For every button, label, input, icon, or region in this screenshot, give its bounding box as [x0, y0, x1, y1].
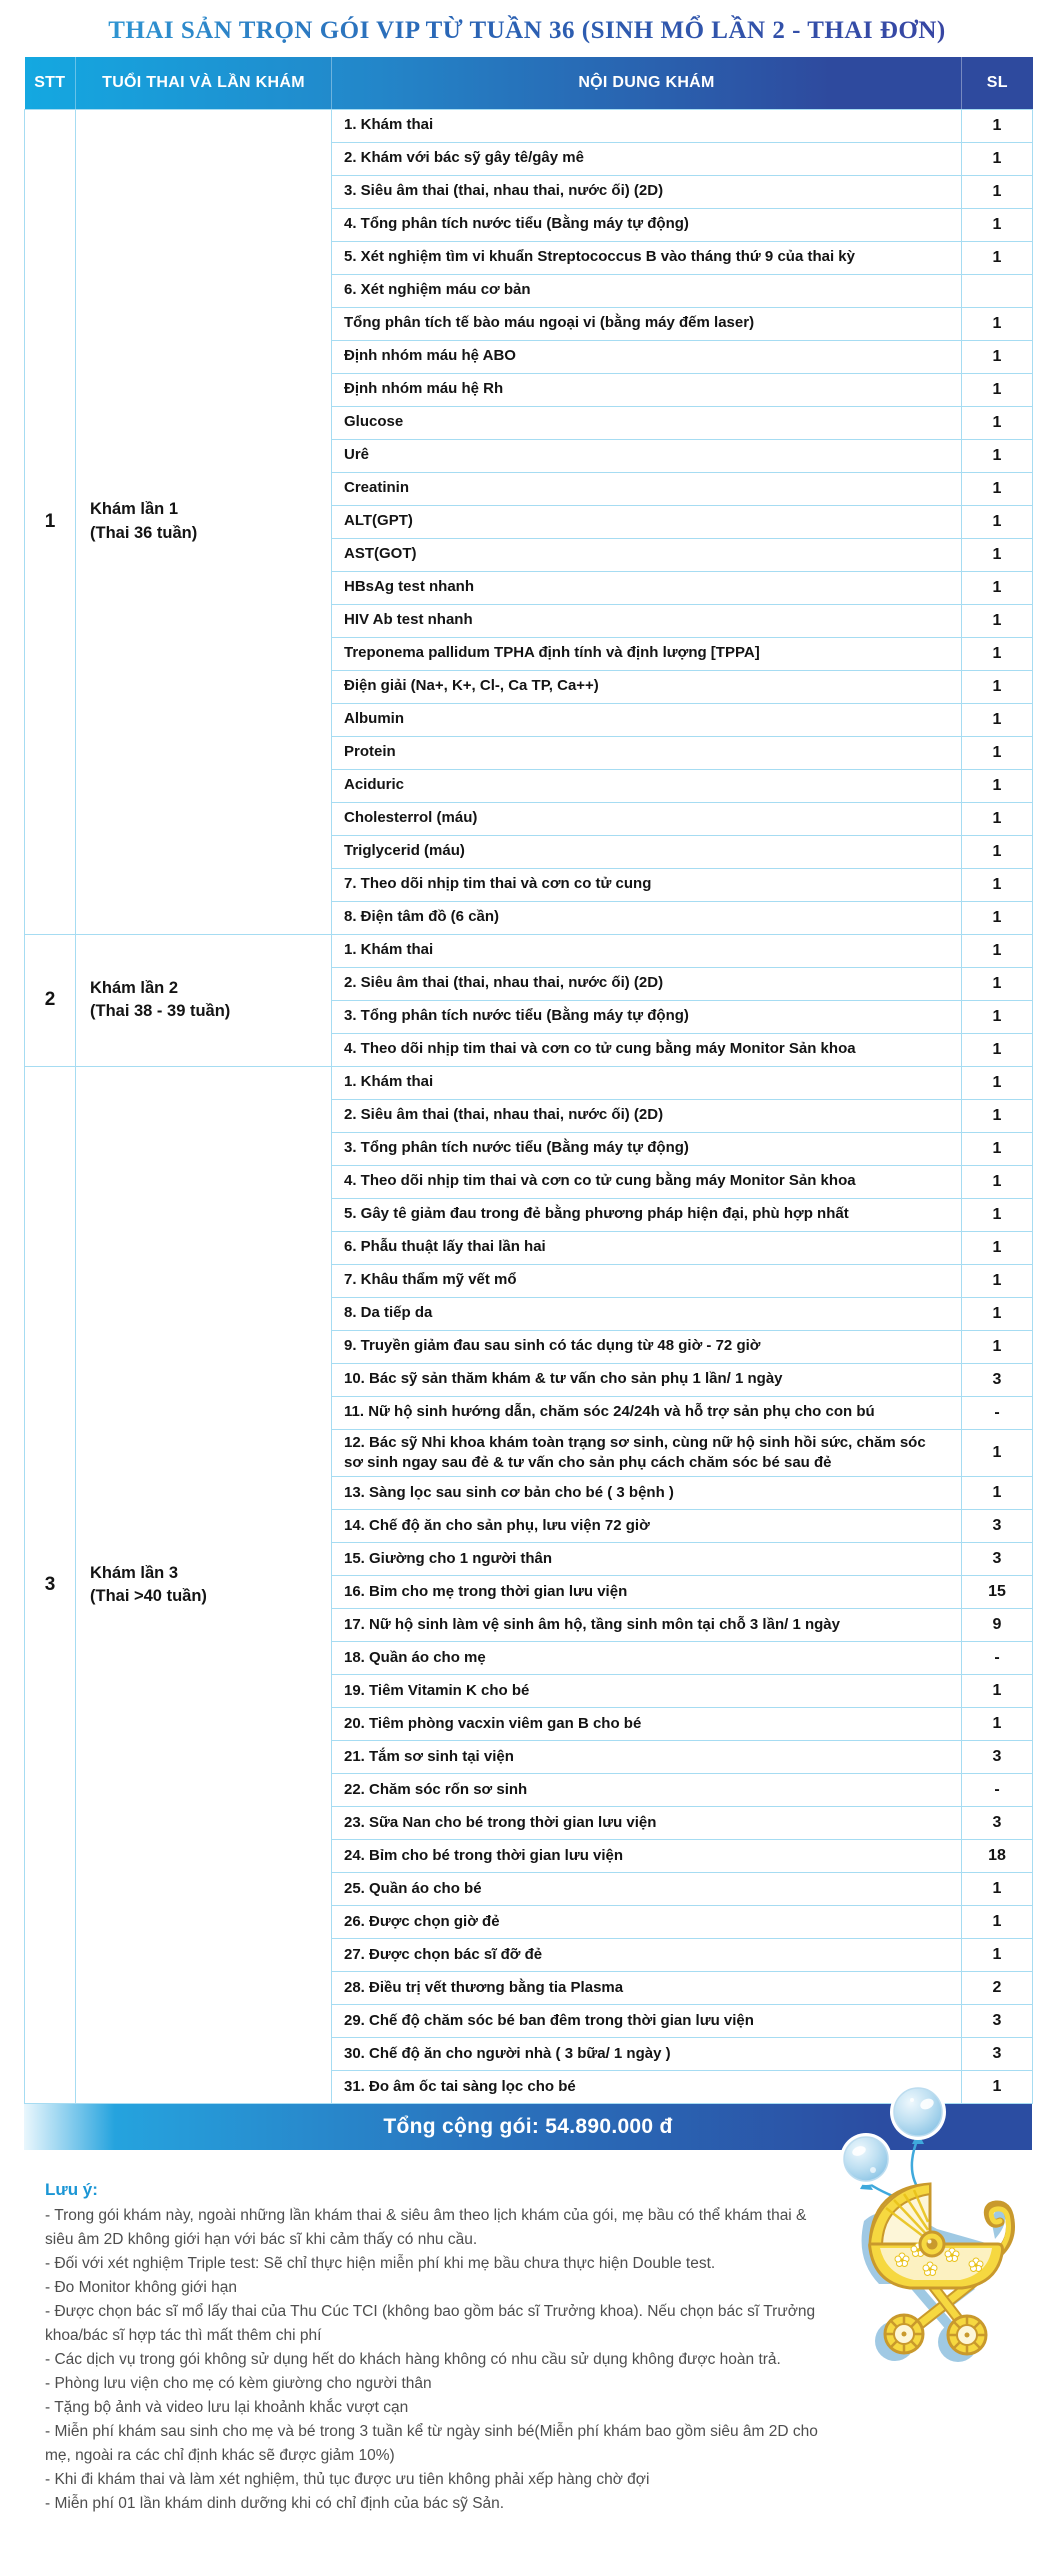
- row-qty-cell: 1: [962, 373, 1033, 406]
- row-content-cell: 26. Được chọn giờ đẻ: [332, 1906, 962, 1939]
- pram-shadow: [862, 2205, 1006, 2362]
- row-qty-cell: 1: [962, 208, 1033, 241]
- row-content-cell: Tổng phân tích tế bào máu ngoại vi (bằng máy đếm laser): [332, 307, 962, 340]
- row-content-cell: 5. Gây tê giảm đau trong đẻ bằng phương pháp hiện đại, phù hợp nhất: [332, 1198, 962, 1231]
- table-header-row: [25, 57, 1033, 109]
- row-qty-cell: 1: [962, 802, 1033, 835]
- note-line: - Phòng lưu viện cho mẹ có kèm giường cho người thân: [45, 2375, 432, 2393]
- row-qty-cell: 1: [962, 637, 1033, 670]
- note-line: - Các dịch vụ trong gói không sử dụng hết do khách hàng không có nhu cầu sử dụng không được hoàn trả.: [45, 2351, 781, 2369]
- header-qty: SL: [962, 57, 1033, 109]
- row-content-cell: Protein: [332, 736, 962, 769]
- row-qty-cell: 1: [962, 1231, 1033, 1264]
- page-title: THAI SẢN TRỌN GÓI VIP TỪ TUẦN 36 (SINH MỔ LẦN 2 - THAI ĐƠN): [0, 0, 1054, 46]
- row-content-cell: HBsAg test nhanh: [332, 571, 962, 604]
- row-qty-cell: 1: [962, 1939, 1033, 1972]
- row-qty-cell: 1: [962, 670, 1033, 703]
- row-qty-cell: 1: [962, 967, 1033, 1000]
- row-content-cell: 2. Khám với bác sỹ gây tê/gây mê: [332, 142, 962, 175]
- row-qty-cell: 1: [962, 1198, 1033, 1231]
- row-qty-cell: 1: [962, 1906, 1033, 1939]
- row-content-cell: 24. Bỉm cho bé trong thời gian lưu viện: [332, 1840, 962, 1873]
- note-line: - Miễn phí 01 lần khám dinh dưỡng khi có chỉ định của bác sỹ Sản.: [45, 2495, 505, 2513]
- row-qty-cell: 1: [962, 703, 1033, 736]
- row-qty-cell: 1: [962, 1000, 1033, 1033]
- row-qty-cell: 3: [962, 1543, 1033, 1576]
- row-qty-cell: 1: [962, 1297, 1033, 1330]
- row-qty-cell: 3: [962, 1807, 1033, 1840]
- row-content-cell: 4. Theo dõi nhịp tim thai và cơn co tử cung bằng máy Monitor Sản khoa: [332, 1165, 962, 1198]
- row-content-cell: 19. Tiêm Vitamin K cho bé: [332, 1675, 962, 1708]
- row-qty-cell: 15: [962, 1576, 1033, 1609]
- bottom-section: [24, 2104, 1032, 2516]
- group-stt-cell: 1: [25, 109, 76, 934]
- baby-carriage-icon: [870, 2184, 1011, 2354]
- row-qty-cell: 1: [962, 1873, 1033, 1906]
- row-content-cell: 9. Truyền giảm đau sau sinh có tác dụng từ 48 giờ - 72 giờ: [332, 1330, 962, 1363]
- row-content-cell: 22. Chăm sóc rốn sơ sinh: [332, 1774, 962, 1807]
- row-qty-cell: 3: [962, 1363, 1033, 1396]
- row-content-cell: 16. Bỉm cho mẹ trong thời gian lưu viện: [332, 1576, 962, 1609]
- row-content-cell: 3. Tổng phân tích nước tiểu (Bằng máy tự động): [332, 1132, 962, 1165]
- table-body: [25, 109, 1033, 2104]
- row-content-cell: 20. Tiêm phòng vacxin viêm gan B cho bé: [332, 1708, 962, 1741]
- row-qty-cell: 3: [962, 2038, 1033, 2071]
- note-line: - Đối với xét nghiệm Triple test: Sẽ chỉ thực hiện miễn phí khi mẹ bầu chưa thực hiện Double test.: [45, 2255, 716, 2273]
- row-content-cell: 1. Khám thai: [332, 1066, 962, 1099]
- row-content-cell: 29. Chế độ chăm sóc bé ban đêm trong thời gian lưu viện: [332, 2005, 962, 2038]
- row-content-cell: 30. Chế độ ăn cho người nhà ( 3 bữa/ 1 ngày ): [332, 2038, 962, 2071]
- row-qty-cell: 1: [962, 934, 1033, 967]
- row-content-cell: 2. Siêu âm thai (thai, nhau thai, nước ối) (2D): [332, 1099, 962, 1132]
- row-qty-cell: 1: [962, 1708, 1033, 1741]
- header-content: NỘI DUNG KHÁM: [332, 57, 962, 109]
- row-content-cell: 4. Tổng phân tích nước tiểu (Bằng máy tự động): [332, 208, 962, 241]
- row-qty-cell: 1: [962, 868, 1033, 901]
- row-content-cell: 1. Khám thai: [332, 934, 962, 967]
- header-stt: STT: [25, 57, 76, 109]
- row-content-cell: 28. Điều trị vết thương bằng tia Plasma: [332, 1972, 962, 2005]
- row-content-cell: AST(GOT): [332, 538, 962, 571]
- group-stt-cell: 2: [25, 934, 76, 1066]
- row-qty-cell: 1: [962, 2071, 1033, 2104]
- group-label-cell: Khám lần 3 (Thai >40 tuần): [76, 1066, 332, 2104]
- row-qty-cell: 1: [962, 439, 1033, 472]
- row-qty-cell: 1: [962, 538, 1033, 571]
- note-line: - Được chọn bác sĩ mổ lấy thai của Thu Cúc TCI (không bao gồm bác sĩ Trưởng khoa). Nếu chọn bác sĩ Trưởng khoa/bác sĩ hợp tác thì mất thêm chi phí: [45, 2303, 816, 2345]
- row-qty-cell: 9: [962, 1609, 1033, 1642]
- row-qty-cell: 1: [962, 1264, 1033, 1297]
- total-label: Tổng cộng gói: 54.890.000 đ: [383, 2115, 673, 2138]
- row-qty-cell: 1: [962, 736, 1033, 769]
- row-qty-cell: 3: [962, 1741, 1033, 1774]
- note-line: - Tặng bộ ảnh và video lưu lại khoảnh khắc vượt cạn: [45, 2399, 409, 2417]
- row-qty-cell: 1: [962, 1033, 1033, 1066]
- row-content-cell: Glucose: [332, 406, 962, 439]
- row-content-cell: Creatinin: [332, 472, 962, 505]
- row-qty-cell: 1: [962, 1066, 1033, 1099]
- row-content-cell: 17. Nữ hộ sinh làm vệ sinh âm hộ, tầng sinh môn tại chỗ 3 lần/ 1 ngày: [332, 1609, 962, 1642]
- row-content-cell: Điện giải (Na+, K+, Cl-, Ca TP, Ca++): [332, 670, 962, 703]
- row-qty-cell: 1: [962, 1429, 1033, 1477]
- row-content-cell: Triglycerid (máu): [332, 835, 962, 868]
- row-content-cell: 12. Bác sỹ Nhi khoa khám toàn trạng sơ sinh, cùng nữ hộ sinh hồi sức, chăm sóc sơ sinh ngay sau đẻ & tư vấn cho sản phụ cách chăm sóc bé sau đẻ: [332, 1429, 962, 1477]
- row-qty-cell: 1: [962, 604, 1033, 637]
- row-qty-cell: 1: [962, 472, 1033, 505]
- row-content-cell: Treponema pallidum TPHA định tính và định lượng [TPPA]: [332, 637, 962, 670]
- total-bar: [24, 2104, 1032, 2150]
- row-qty-cell: 1: [962, 1477, 1033, 1510]
- row-qty-cell: 1: [962, 241, 1033, 274]
- notes-heading: Lưu ý:: [45, 2180, 98, 2199]
- row-content-cell: 3. Siêu âm thai (thai, nhau thai, nước ối) (2D): [332, 175, 962, 208]
- row-content-cell: 10. Bác sỹ sản thăm khám & tư vấn cho sản phụ 1 lần/ 1 ngày: [332, 1363, 962, 1396]
- row-content-cell: 6. Xét nghiệm máu cơ bản: [332, 274, 962, 307]
- row-content-cell: Urê: [332, 439, 962, 472]
- note-line: - Đo Monitor không giới hạn: [45, 2279, 237, 2297]
- note-line: - Khi đi khám thai và làm xét nghiệm, thủ tục được ưu tiên không phải xếp hàng chờ đợi: [45, 2471, 650, 2489]
- group-label-cell: Khám lần 1 (Thai 36 tuần): [76, 109, 332, 934]
- row-content-cell: 7. Khâu thẩm mỹ vết mổ: [332, 1264, 962, 1297]
- row-content-cell: Albumin: [332, 703, 962, 736]
- row-content-cell: Cholesterrol (máu): [332, 802, 962, 835]
- row-content-cell: Định nhóm máu hệ Rh: [332, 373, 962, 406]
- table-row: [25, 934, 1033, 967]
- row-content-cell: 3. Tổng phân tích nước tiểu (Bằng máy tự động): [332, 1000, 962, 1033]
- row-content-cell: 14. Chế độ ăn cho sản phụ, lưu viện 72 giờ: [332, 1510, 962, 1543]
- row-content-cell: 8. Da tiếp da: [332, 1297, 962, 1330]
- row-content-cell: 23. Sữa Nan cho bé trong thời gian lưu viện: [332, 1807, 962, 1840]
- row-content-cell: 27. Được chọn bác sĩ đỡ đẻ: [332, 1939, 962, 1972]
- row-content-cell: 4. Theo dõi nhịp tim thai và cơn co tử cung bằng máy Monitor Sản khoa: [332, 1033, 962, 1066]
- row-qty-cell: 1: [962, 142, 1033, 175]
- row-content-cell: 18. Quần áo cho mẹ: [332, 1642, 962, 1675]
- row-qty-cell: 3: [962, 2005, 1033, 2038]
- group-label-cell: Khám lần 2 (Thai 38 - 39 tuần): [76, 934, 332, 1066]
- row-content-cell: 13. Sàng lọc sau sinh cơ bản cho bé ( 3 bệnh ): [332, 1477, 962, 1510]
- table-row: [25, 109, 1033, 142]
- header-gestation: TUỔI THAI VÀ LẦN KHÁM: [76, 57, 332, 109]
- row-qty-cell: [962, 274, 1033, 307]
- row-qty-cell: 1: [962, 835, 1033, 868]
- row-qty-cell: 1: [962, 1132, 1033, 1165]
- row-content-cell: 8. Điện tâm đồ (6 cần): [332, 901, 962, 934]
- row-content-cell: 11. Nữ hộ sinh hướng dẫn, chăm sóc 24/24h và hỗ trợ sản phụ cho con bú: [332, 1396, 962, 1429]
- notes-section: [24, 2150, 835, 2516]
- notes-list: [45, 2204, 835, 2516]
- row-qty-cell: -: [962, 1396, 1033, 1429]
- row-content-cell: HIV Ab test nhanh: [332, 604, 962, 637]
- table-row: [25, 1066, 1033, 1099]
- row-qty-cell: 1: [962, 571, 1033, 604]
- row-qty-cell: 1: [962, 175, 1033, 208]
- row-qty-cell: 1: [962, 769, 1033, 802]
- row-qty-cell: 1: [962, 505, 1033, 538]
- row-qty-cell: -: [962, 1642, 1033, 1675]
- row-content-cell: 7. Theo dõi nhịp tim thai và cơn co tử cung: [332, 868, 962, 901]
- note-line: - Trong gói khám này, ngoài những lần khám thai & siêu âm theo lịch khám của gói, mẹ bầu có thể khám thai & siêu âm 2D không giới hạn với bác sĩ khi cảm thấy có nhu cầu.: [45, 2207, 807, 2249]
- row-qty-cell: 1: [962, 1099, 1033, 1132]
- row-qty-cell: 1: [962, 109, 1033, 142]
- row-qty-cell: 1: [962, 406, 1033, 439]
- row-qty-cell: 2: [962, 1972, 1033, 2005]
- package-table: [24, 57, 1033, 2104]
- row-content-cell: 31. Đo âm ốc tai sàng lọc cho bé: [332, 2071, 962, 2104]
- row-content-cell: 1. Khám thai: [332, 109, 962, 142]
- row-content-cell: 21. Tắm sơ sinh tại viện: [332, 1741, 962, 1774]
- row-content-cell: 25. Quần áo cho bé: [332, 1873, 962, 1906]
- row-qty-cell: 1: [962, 307, 1033, 340]
- note-line: - Miễn phí khám sau sinh cho mẹ và bé trong 3 tuần kể từ ngày sinh bé(Miễn phí khám bao gồm siêu âm 2D cho mẹ, ngoài ra các chỉ định khác sẽ được giảm 10%): [45, 2423, 818, 2465]
- row-content-cell: Aciduric: [332, 769, 962, 802]
- row-qty-cell: -: [962, 1774, 1033, 1807]
- row-content-cell: 2. Siêu âm thai (thai, nhau thai, nước ối) (2D): [332, 967, 962, 1000]
- row-qty-cell: 1: [962, 340, 1033, 373]
- row-qty-cell: 1: [962, 1165, 1033, 1198]
- row-content-cell: 15. Giường cho 1 người thân: [332, 1543, 962, 1576]
- row-content-cell: ALT(GPT): [332, 505, 962, 538]
- row-content-cell: 6. Phẫu thuật lấy thai lần hai: [332, 1231, 962, 1264]
- row-qty-cell: 3: [962, 1510, 1033, 1543]
- row-qty-cell: 18: [962, 1840, 1033, 1873]
- row-content-cell: Định nhóm máu hệ ABO: [332, 340, 962, 373]
- row-content-cell: 5. Xét nghiệm tìm vi khuẩn Streptococcus B vào tháng thứ 9 của thai kỳ: [332, 241, 962, 274]
- row-qty-cell: 1: [962, 901, 1033, 934]
- group-stt-cell: 3: [25, 1066, 76, 2104]
- row-qty-cell: 1: [962, 1675, 1033, 1708]
- row-qty-cell: 1: [962, 1330, 1033, 1363]
